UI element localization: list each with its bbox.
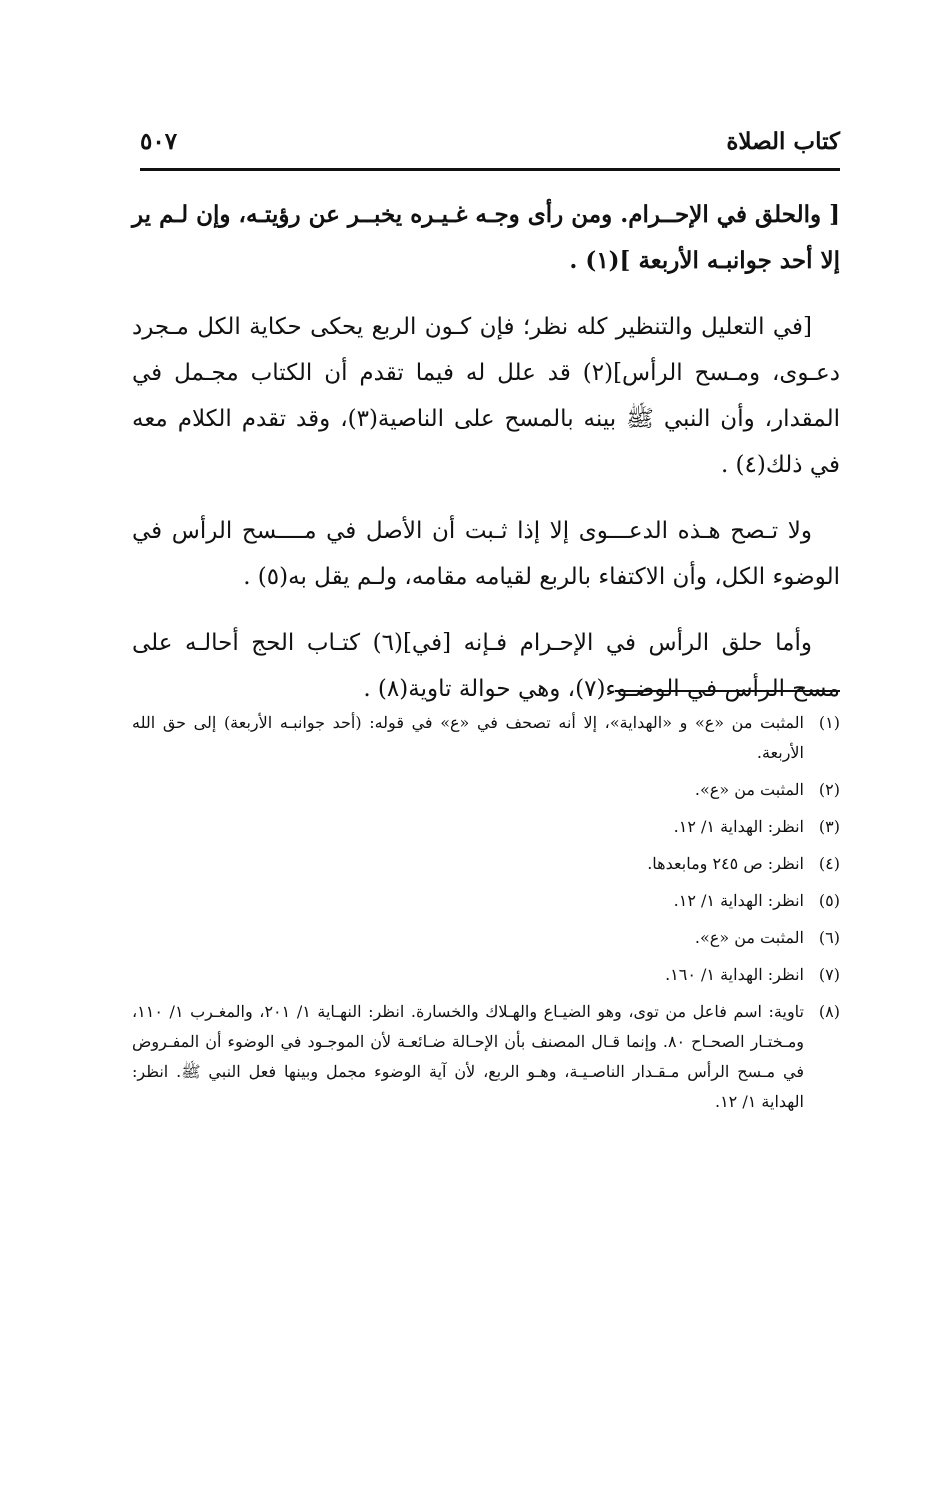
footnote-text: انظر: ص ٢٤٥ ومابعدها. — [647, 854, 804, 873]
page-header — [140, 128, 840, 162]
footnote-number: (٦) — [818, 928, 840, 947]
footnote-text: انظر: الهداية ١/ ١٦٠. — [665, 965, 804, 984]
footnote — [132, 886, 840, 916]
header-rule — [140, 168, 840, 171]
footnote — [132, 775, 840, 805]
page-number: ٥٠٧ — [140, 128, 178, 155]
footnote-text: انظر: الهداية ١/ ١٢. — [673, 891, 804, 910]
footnote — [132, 997, 840, 1117]
footnote-number: (٤) — [818, 854, 840, 873]
main-text — [132, 192, 840, 732]
footnote-text: المثبت من «ع». — [694, 928, 804, 947]
paragraph-quote: [ والحلق في الإحــرام. ومن رأى وجـه غـيـره يخبــر عن رؤيتـه، وإن لـم ير إلا أحد جوانبـه الأربعة ](١) . — [131, 201, 840, 274]
footnote-text: المثبت من «ع» و «الهداية»، إلا أنه تصحف في «ع» في قوله: (أحد جوانبـه الأربعة) إلى حق الله الأربعة. — [132, 713, 804, 762]
paragraph: [في التعليل والتنظير كله نظر؛ فإن كـون الربع يحكى حكاية الكل مـجرد دعـوى، ومـسح الرأس](٢) قد علل له فيما تقدم أن الكتاب مجـمل في المقدار، وأن النبي ﷺ بينه بالمسح على الناصية(٣)، وقد تقدم الكلام معه في ذلك(٤) . — [132, 314, 840, 478]
footnote-number: (٨) — [818, 1002, 840, 1021]
footnote — [132, 812, 840, 842]
paragraph: ولا تـصح هـذه الدعـــوى إلا إذا ثـبت أن الأصل في مــــسح الرأس في الوضوء الكل، وأن الاكتفاء بالربع لقيامه مقامه، ولـم يقل به(٥) . — [132, 518, 840, 590]
footnote-number: (٢) — [818, 780, 840, 799]
running-title: كتاب الصلاة — [726, 128, 840, 155]
footnote — [132, 708, 840, 768]
footnote-number: (١) — [818, 713, 840, 732]
footnote-number: (٣) — [818, 817, 840, 836]
footnote-separator — [615, 690, 840, 692]
footnotes — [132, 708, 840, 1124]
footnote — [132, 849, 840, 879]
footnote — [132, 960, 840, 990]
footnote-number: (٥) — [818, 891, 840, 910]
footnote-text: تاوية: اسم فاعل من توى، وهو الضيـاع والهـلاك والخسارة. انظر: النهـاية ١/ ٢٠١، والمغـرب ١/ ١١٠، ومـختـار الصحـاح ٨٠. وإنما قـال المصنف بأن الإحـالة ضـائعـة لأن الموجـود في الوضوء أن المفـروض في مـسح الرأس مـقـدار الناصـيـة، وهـو الربع، لأن آية الوضوء مجمل وبينها فعل النبي ﷺ. انظر: الهداية ١/ ١٢. — [132, 1002, 805, 1111]
footnote-text: المثبت من «ع». — [694, 780, 804, 799]
footnote — [132, 923, 840, 953]
footnote-text: انظر: الهداية ١/ ١٢. — [673, 817, 804, 836]
footnote-number: (٧) — [818, 965, 840, 984]
paragraph: وأما حلق الرأس في الإحـرام فـإنه [في](٦) كتـاب الحج أحالـه على مسح الرأس في الوضـوء(٧)، وهي حوالة تاوية(٨) . — [132, 630, 840, 702]
